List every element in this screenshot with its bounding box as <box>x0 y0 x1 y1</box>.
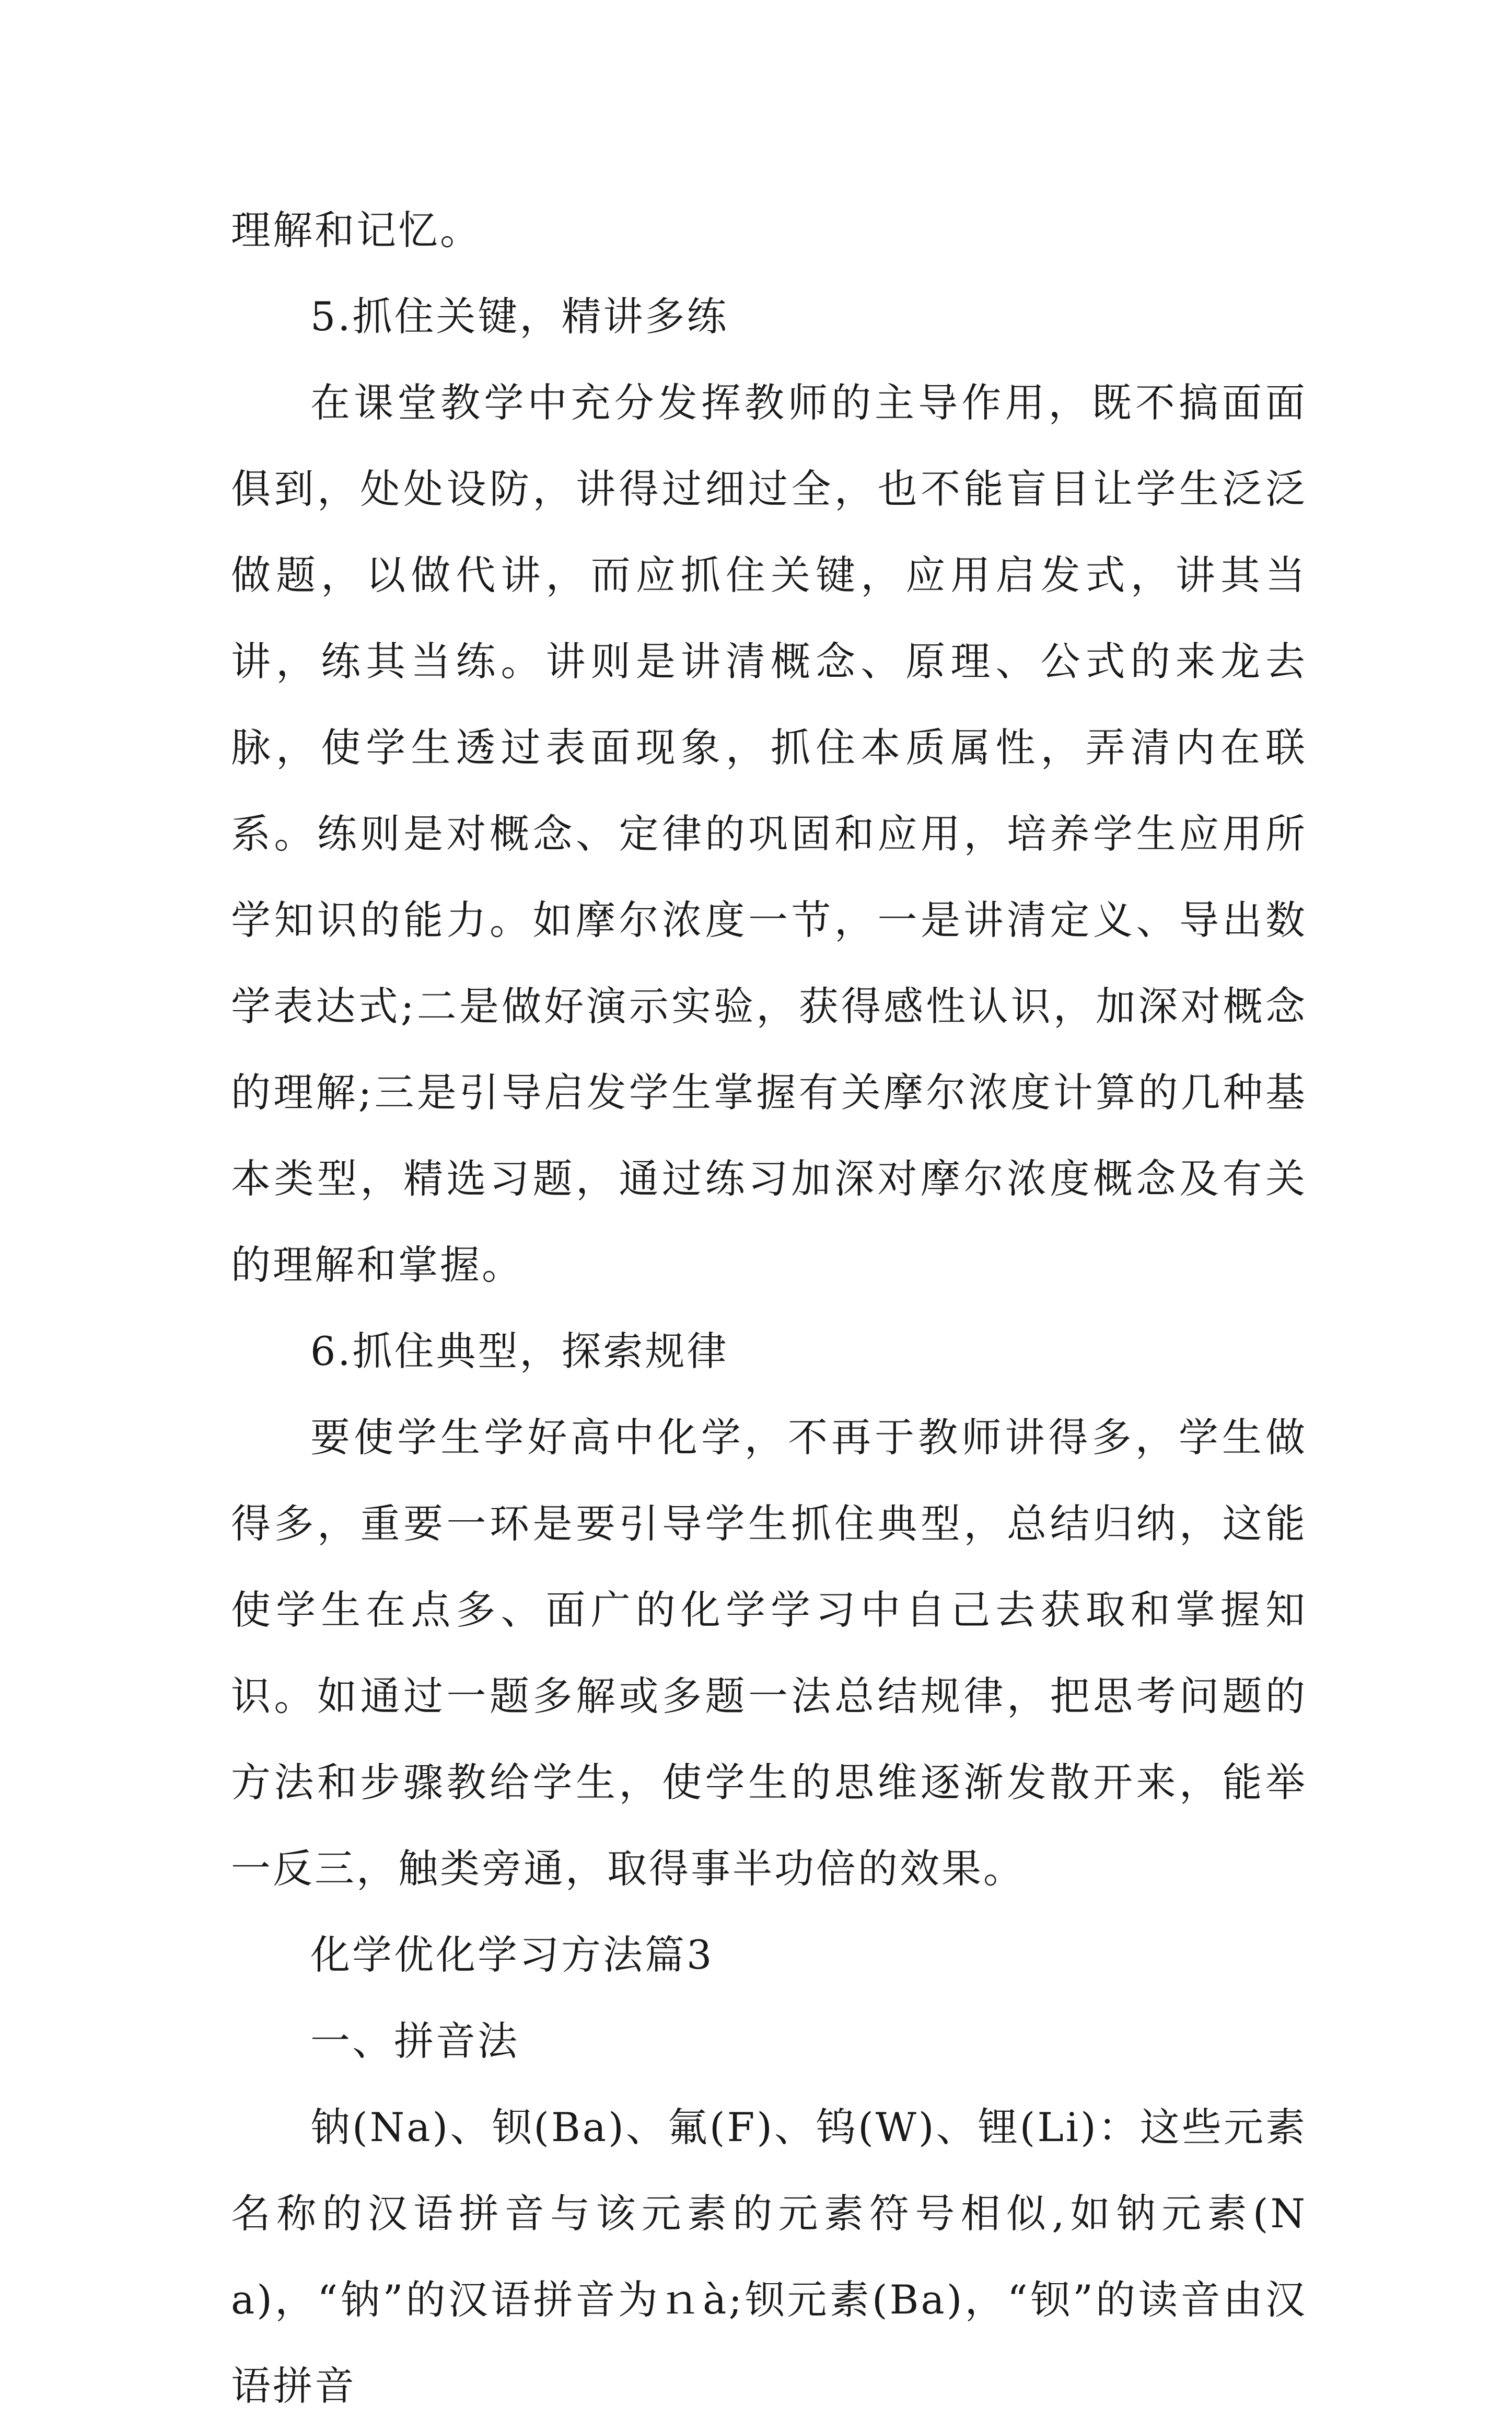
section-heading-5: 5.抓住关键，精讲多练 <box>310 293 729 340</box>
paragraph-typical: 要使学生学好高中化学，不再于教师讲得多，学生做得多，重要一环是要引导学生抓住典型，总结归纳，这能使学生在点多、面广的化学学习中自己去获取和掌握知识。如通过一题多解或多题一法总结规律，把思考问题的方法和步骤教给学生，使学生的思维逐渐发散开来，能举一反三，触类旁通，取得事半功倍的效果。 <box>231 1414 1307 1892</box>
article-title: 化学优化学习方法篇3 <box>310 1931 714 1978</box>
subheading-pinyin: 一、拼音法 <box>310 2018 519 2064</box>
paragraph-pinyin: 钠(Na)、钡(Ba)、氟(F)、钨(W)、锂(Li)：这些元素名称的汉语拼音与该元素的元素符号相似,如钠元素(Na)，“钠”的汉语拼音为ｎà;钡元素(Ba)，“钡”的读音由汉语拼音 <box>231 2104 1307 2409</box>
paragraph-teaching: 在课堂教学中充分发挥教师的主导作用，既不搞面面俱到，处处设防，讲得过细过全，也不能盲目让学生泛泛做题，以做代讲，而应抓住关键，应用启发式，讲其当讲，练其当练。讲则是讲清概念、原理、公式的来龙去脉，使学生透过表面现象，抓住本质属性，弄清内在联系。练则是对概念、定律的巩固和应用，培养学生应用所学知识的能力。如摩尔浓度一节，一是讲清定义、导出数学表达式;二是做好演示实验，获得感性认识，加深对概念的理解;三是引导启发学生掌握有关摩尔浓度计算的几种基本类型，精选习题，通过练习加深对摩尔浓度概念及有关的理解和掌握。 <box>231 379 1307 1288</box>
document-body <box>231 187 1307 2429</box>
section-heading-6: 6.抓住典型，探索规律 <box>310 1328 729 1374</box>
paragraph-continuation: 理解和记忆。 <box>231 207 482 253</box>
